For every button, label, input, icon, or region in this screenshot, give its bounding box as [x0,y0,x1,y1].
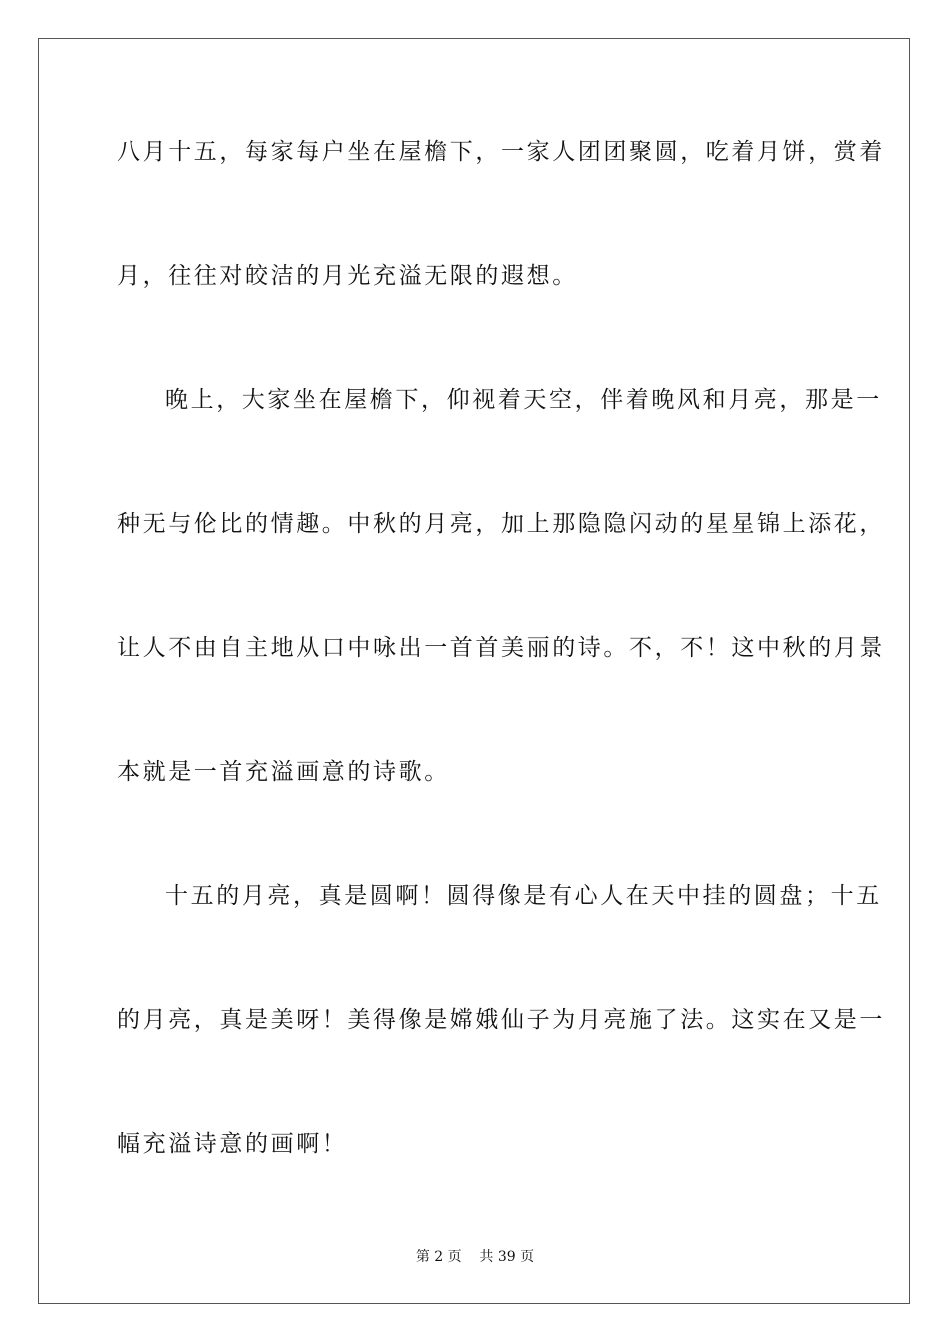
paragraph-2-line-1: 晚上，大家坐在屋檐下，仰视着天空，伴着晚风和月亮，那是一 [165,387,882,413]
paragraph-3-line-3: 幅充溢诗意的画啊！ [117,1131,348,1157]
paragraph-1-line-1: 八月十五，每家每户坐在屋檐下，一家人团团聚圆，吃着月饼，赏着 [117,139,885,165]
page-number-footer: 第 2 页 共 39 页 [415,1249,535,1265]
paragraph-2-line-4: 本就是一首充溢画意的诗歌。 [117,759,450,785]
paragraph-3-line-2: 的月亮，真是美呀！美得像是嫦娥仙子为月亮施了法。这实在又是一 [117,1007,885,1033]
paragraph-2-line-3: 让人不由自主地从口中咏出一首首美丽的诗。不，不！这中秋的月景 [117,635,885,661]
paragraph-2-line-2: 种无与伦比的情趣。中秋的月亮，加上那隐隐闪动的星星锦上添花， [117,511,885,537]
paragraph-3-line-1: 十五的月亮，真是圆啊！圆得像是有心人在天中挂的圆盘；十五 [165,883,882,909]
page-frame [38,38,910,1304]
paragraph-1-line-2: 月，往往对皎洁的月光充溢无限的遐想。 [117,263,578,289]
